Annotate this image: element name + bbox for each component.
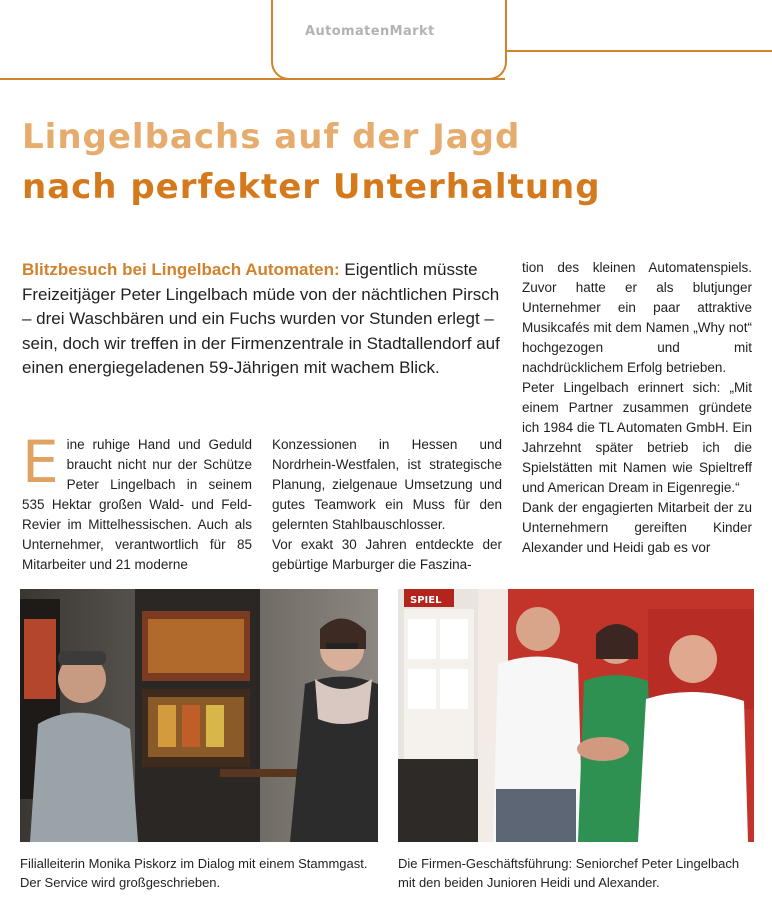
body-paragraph: tion des kleinen Automatenspiels. Zuvor hatte er als blutjunger Unternehmer ein paar attraktive Musikcafés mit dem Namen „Why not“ hochgezogen und mit nachdrücklichem Erfolg betrieben. xyxy=(522,260,752,375)
dropcap: E xyxy=(22,428,59,496)
spiel-sign: SPIEL xyxy=(410,595,442,606)
body-paragraph: Peter Lingelbach erinnert sich: „Mit einem Partner zusammen gründete ich 1984 die TL Automaten GmbH. Ein Jahrzehnt später betrieb ich die Spielstätten mit Namen wie Spieltreff und American Dream in Eigenregie.“ xyxy=(522,380,752,495)
section-label: AutomatenMarkt xyxy=(305,24,435,39)
photo-arcade-service-image xyxy=(20,589,378,842)
body-paragraph: Konzessionen in Hessen und Nordrhein-Westfalen, ist strategische Planung, zielgenaue Umsetzung und gutes Teamwork ein Muss für den gelernten Stahlbauschlosser. xyxy=(272,437,502,532)
body-paragraph: Dank der engagierten Mitarbeit der zu Unternehmern gereiften Kinder Alexander und Heidi gab es vor xyxy=(522,500,752,555)
lead-kicker: Blitzbesuch bei Lingelbach Automaten: xyxy=(22,260,340,279)
lead-text: Eigentlich müsste Freizeitjäger Peter Lingelbach müde von der nächtlichen Pirsch – drei Waschbären und ein Fuchs wurden vor Stunden erlegt – sein, doch wir treffen in der Firmenzentrale in Stadtallendorf auf einen energiegeladenen 59-Jährigen mit wachem Blick. xyxy=(22,260,500,377)
body-paragraph: Vor exakt 30 Jahren entdeckte der gebürtige Marburger die Faszina- xyxy=(272,537,502,572)
body-column-2 xyxy=(272,435,502,575)
photo-caption-1: Filialleiterin Monika Piskorz im Dialog mit einem Stammgast. Der Service wird großgeschrieben. xyxy=(20,856,368,890)
headline-line-1: Lingelbachs auf der Jagd xyxy=(22,117,521,157)
photo-caption-2: Die Firmen-Geschäftsführung: Seniorchef Peter Lingelbach mit den beiden Junioren Heidi und Alexander. xyxy=(398,856,740,890)
photo-management-team xyxy=(398,589,754,842)
photo-arcade-service xyxy=(20,589,378,842)
body-paragraph: ine ruhige Hand und Geduld braucht nicht nur der Schütze Peter Lingelbach in seinem 535 Hektar großen Wald- und Feld-Revier im Mittelhessischen. Auch als Unternehmer, verantwortlich für 85 Mitarbeiter und 21 moderne xyxy=(22,437,252,572)
article-lead xyxy=(22,258,500,381)
section-tab xyxy=(271,0,507,80)
body-column-3 xyxy=(522,258,752,558)
photo-management-team-image xyxy=(398,589,754,842)
body-column-1 xyxy=(22,428,252,575)
headline-line-2: nach perfekter Unterhaltung xyxy=(22,167,601,207)
article-headline xyxy=(22,112,762,212)
